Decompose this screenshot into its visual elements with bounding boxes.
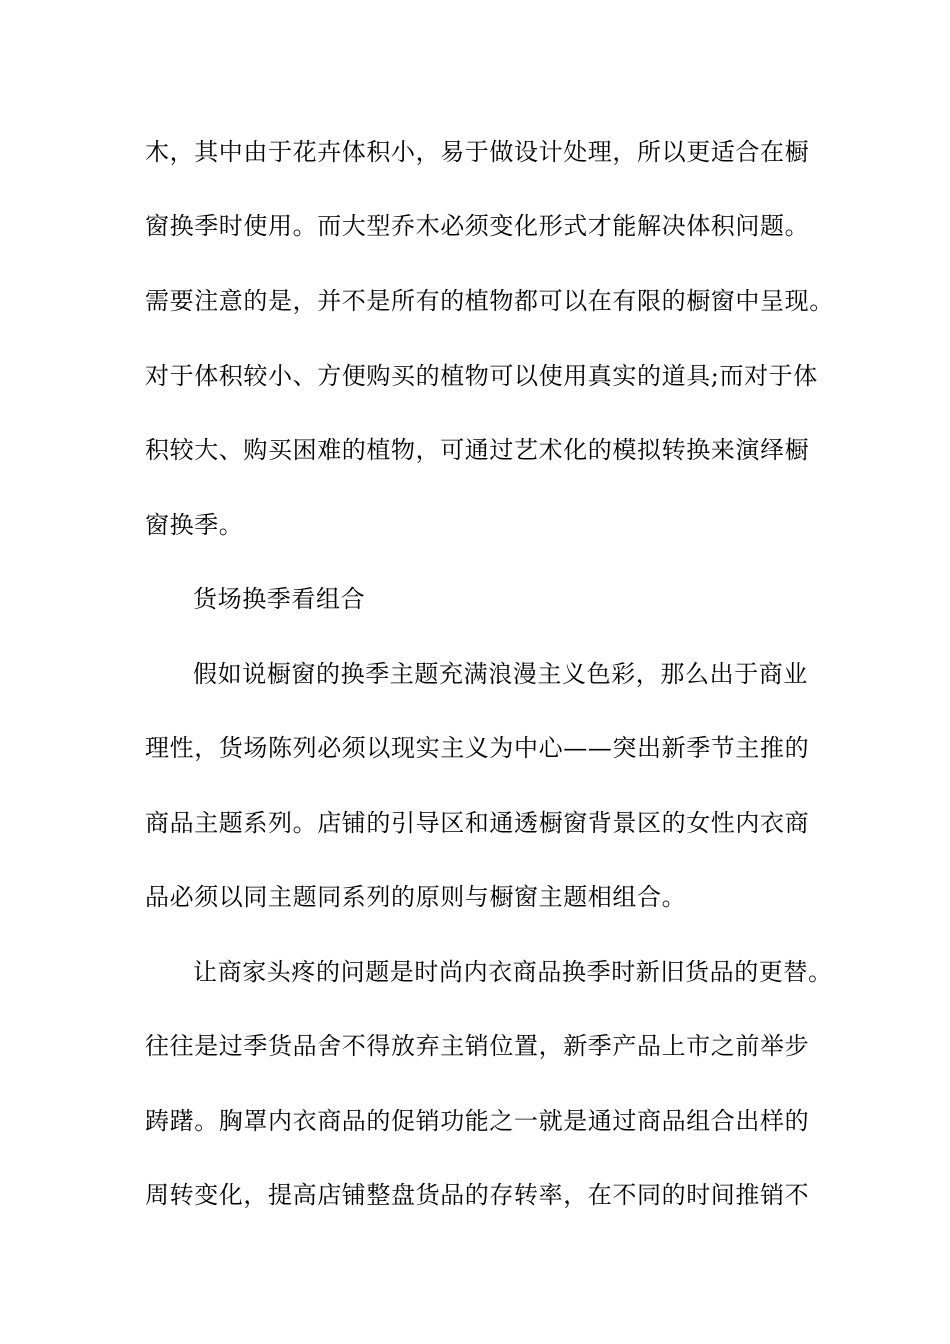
text-line-6: 窗换季。: [145, 511, 244, 539]
section-heading: 货场换季看组合: [193, 585, 366, 613]
text-line-10: 商品主题系列。店铺的引导区和通透橱窗背景区的女性内衣商: [145, 809, 810, 837]
text-line-2: 窗换季时使用。而大型乔木必须变化形式才能解决体积问题。: [145, 212, 810, 240]
text-line-1: 木，其中由于花卉体积小，易于做设计处理，所以更适合在橱: [145, 138, 810, 166]
text-line-4: 对于体积较小、方便购买的植物可以使用真实的道具;而对于体: [145, 362, 818, 390]
text-line-11: 品必须以同主题同系列的原则与橱窗主题相组合。: [145, 883, 687, 911]
text-line-5: 积较大、购买困难的植物，可通过艺术化的模拟转换来演绎橱: [145, 436, 810, 464]
text-line-15: 周转变化，提高店铺整盘货品的存转率，在不同的时间推销不: [145, 1181, 810, 1209]
text-line-9: 理性，货场陈列必须以现实主义为中心——突出新季节主推的: [145, 734, 810, 762]
text-line-13: 往往是过季货品舍不得放弃主销位置，新季产品上市之前举步: [145, 1032, 810, 1060]
text-line-8: 假如说橱窗的换季主题充满浪漫主义色彩，那么出于商业: [193, 660, 808, 688]
text-line-12: 让商家头疼的问题是时尚内衣商品换季时新旧货品的更替。: [193, 958, 833, 986]
text-line-14: 踌躇。胸罩内衣商品的促销功能之一就是通过商品组合出样的: [145, 1107, 810, 1135]
text-line-3: 需要注意的是，并不是所有的植物都可以在有限的橱窗中呈现。: [145, 287, 834, 315]
